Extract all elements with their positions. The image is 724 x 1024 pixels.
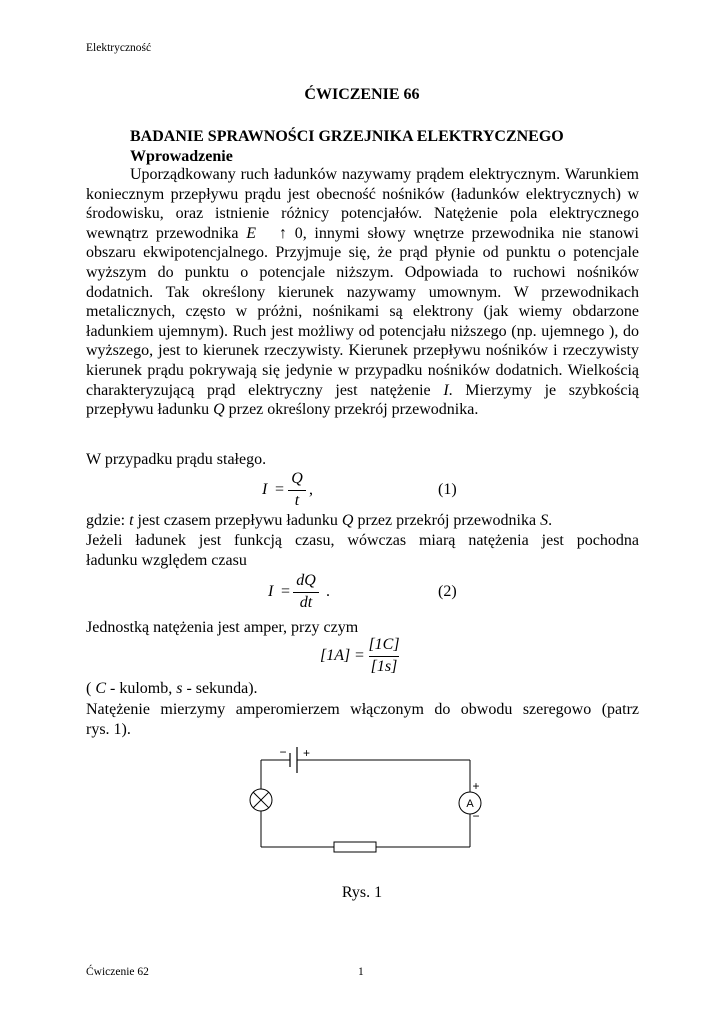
- intro-text-2: 0, innymi słowy wnętrze przewodnika nie stanowi obszaru ekwipotencjalnego. Przyjmuje się, że prąd płynie od punktu o potencjale wyższym do punktu o potencjale niższym. Odpowiada to ruchowi nośników dodatnich. Tak określony kierunek nazywamy umownym. W przewodnikach metalicznych, często w próżni, nośnikami są elektrony (jak wiemy obdarzone ładunkiem ujemnym). Ruch jest możliwy od potencjału niższego (np. ujemnego ), do wyższego, jest to kierunek rzeczywisty. Kierunek przepływu nośników i rzeczywisty kierunek prądu pokrywają się jedynie w przypadku nośników dodatnich. Wielkością charakteryzującą prąd elektryczny jest natężenie: [86, 224, 639, 399]
- subsection-title: Wprowadzenie: [130, 148, 233, 165]
- ammeter-plus-label: +: [472, 779, 480, 793]
- units-note-end: - sekunda).: [182, 680, 258, 697]
- section-title: BADANIE SPRAWNOŚCI GRZEJNIKA ELEKTRYCZNEGO: [130, 128, 564, 145]
- intro-text-1: Uporządkowany ruch ładunków nazywamy prądem elektrycznym. Warunkiem koniecznym przepływu prądu jest obecność nośników (ładunków elektrycznych) w środowisku, oraz istnienie różnicy potencjałów. Natężenie pola elektrycznego wewnątrz przewodnika: [86, 166, 639, 242]
- symbol-E: E: [246, 224, 256, 242]
- eq3-equals: =: [355, 647, 365, 664]
- gdzie-end: .: [548, 512, 553, 529]
- units-note-open: (: [86, 680, 96, 697]
- battery-plus-label: +: [303, 746, 311, 760]
- figure-caption: Rys. 1: [341, 884, 383, 901]
- eq3-numerator: [1C]: [368, 636, 400, 653]
- eq2-number: (2): [438, 583, 457, 600]
- eq1-lhs: I: [262, 481, 268, 498]
- eq1-denominator: t: [294, 492, 300, 509]
- resistor-icon: [334, 842, 376, 852]
- symbol-C: C: [95, 680, 106, 697]
- gdzie-mid2: przez przekrój przewodnika: [353, 512, 541, 529]
- eq1-equals: =: [275, 481, 285, 498]
- eq1-numerator: Q: [291, 470, 303, 487]
- exercise-title: ĆWICZENIE 66: [304, 86, 420, 103]
- eq2-equals: =: [281, 583, 291, 600]
- eq2-lhs: I: [268, 583, 274, 600]
- eq3-lhs: [1A]: [320, 647, 351, 664]
- derivative-line-2: ładunku względem czasu: [86, 552, 247, 569]
- measure-line-2: rys. 1).: [86, 721, 131, 738]
- eq2-dot: .: [326, 583, 330, 600]
- eq1-number: (1): [438, 481, 457, 498]
- eq2-numerator: dQ: [296, 572, 316, 589]
- up-arrow-symbol: ↑: [279, 224, 288, 242]
- symbol-I: I: [443, 381, 449, 399]
- measure-line-1: Natężenie mierzymy amperomierzem włączonym do obwodu szeregowo (patrz: [86, 701, 639, 718]
- symbol-t: t: [129, 512, 134, 529]
- units-note-mid: - kulomb,: [106, 680, 177, 697]
- running-header: Elektryczność: [86, 42, 152, 54]
- intro-text-3: . Mierzymy je szybkością przepływu ładunku: [86, 381, 640, 419]
- eq2-denominator: dt: [299, 594, 313, 611]
- unit-line: Jednostką natężenia jest amper, przy czym: [86, 619, 359, 636]
- battery-minus-label: −: [279, 745, 287, 759]
- footer-left: Ćwiczenie 62: [86, 966, 149, 978]
- derivative-line-1: Jeżeli ładunek jest funkcją czasu, wówczas miarą natężenia jest pochodna: [86, 532, 639, 549]
- symbol-Q: Q: [213, 401, 225, 419]
- page-number: 1: [358, 966, 364, 978]
- eq1-comma: ,: [309, 481, 313, 498]
- eq3-denominator: [1s]: [370, 658, 398, 675]
- ammeter-minus-label: −: [472, 809, 480, 823]
- intro-text-4: przez określony przekrój przewodnika.: [224, 401, 479, 419]
- gdzie-mid: jest czasem przepływu ładunku: [133, 512, 342, 529]
- symbol-S: S: [540, 512, 549, 529]
- symbol-s: s: [176, 680, 183, 697]
- gdzie-prefix: gdzie:: [86, 512, 130, 529]
- symbol-Q-2: Q: [341, 512, 354, 529]
- steady-current-line: W przypadku prądu stałego.: [86, 451, 267, 468]
- ammeter-label: A: [466, 798, 474, 810]
